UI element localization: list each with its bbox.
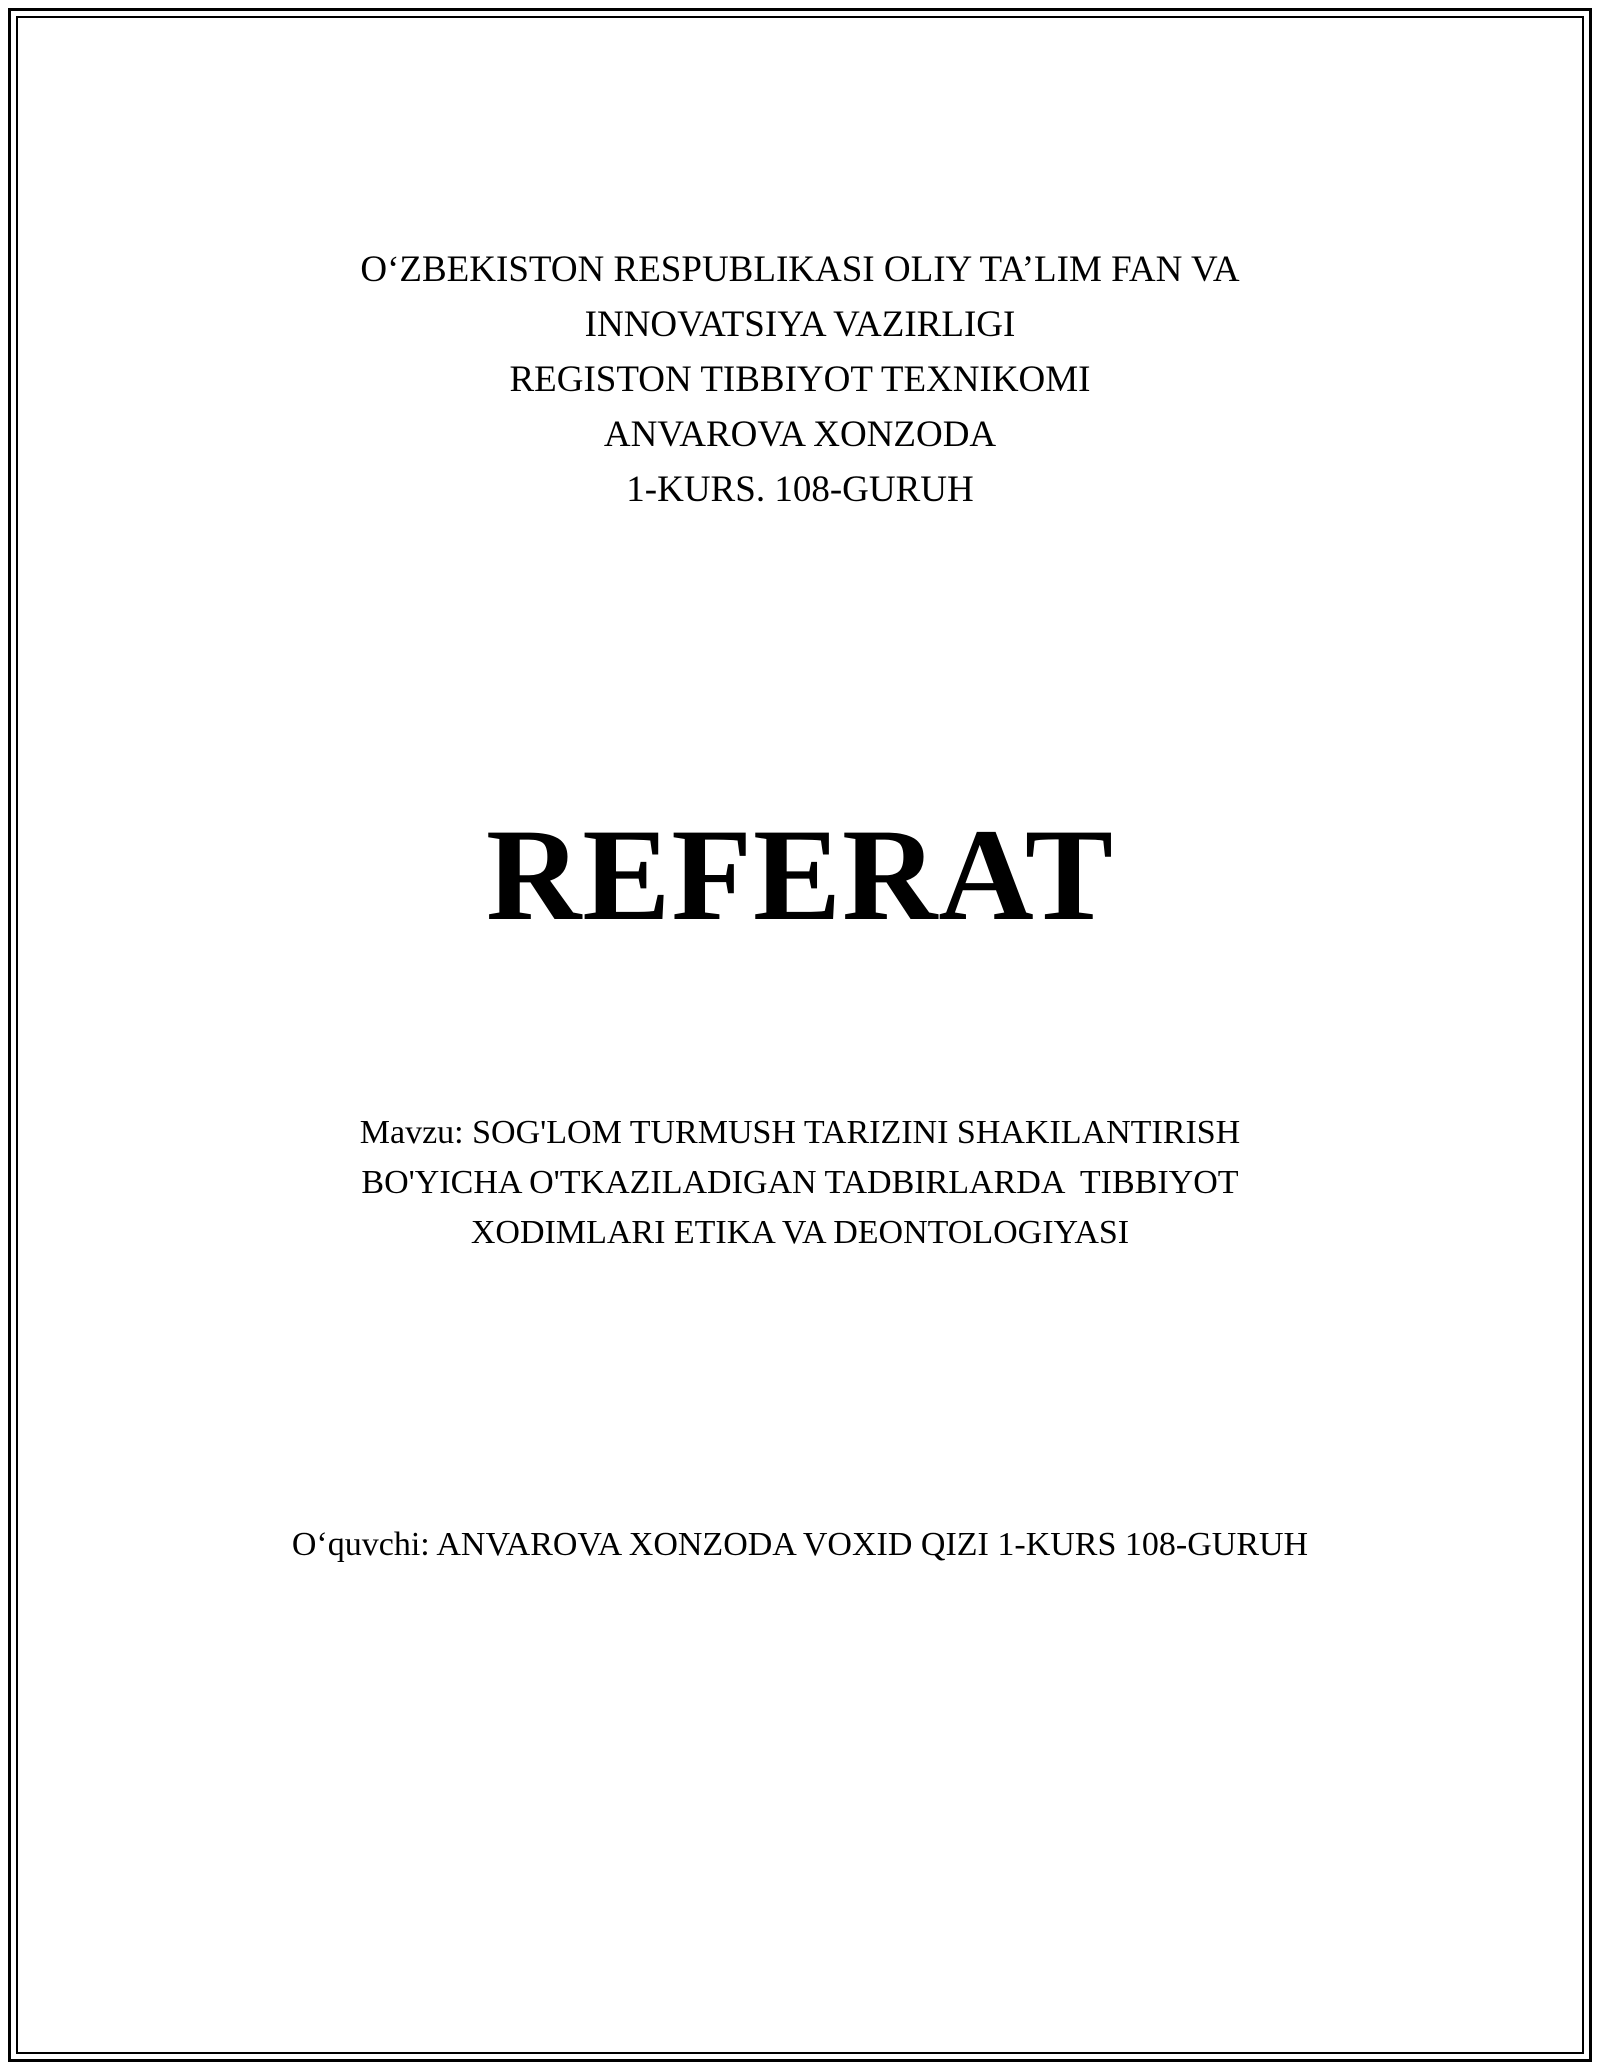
- topic-line-2: BO'YICHA O'TKAZILADIGAN TADBIRLARDA TIBBIYOT: [361, 1164, 1239, 1201]
- header-line-ministry-1: O‘ZBEKISTON RESPUBLIKASI OLIY TA’LIM FAN VA: [360, 249, 1240, 290]
- header-line-ministry-2: INNOVATSIYA VAZIRLIGI: [584, 304, 1016, 345]
- topic-block: [0, 1108, 1600, 1258]
- topic-line-3: XODIMLARI ETIKA VA DEONTOLOGIYASI: [470, 1214, 1130, 1251]
- institution-header: [0, 242, 1600, 517]
- document-title: REFERAT: [486, 801, 1114, 948]
- topic-line-1: Mavzu: SOG'LOM TURMUSH TARIZINI SHAKILANTIRISH: [359, 1114, 1241, 1151]
- header-line-group: 1-KURS. 108-GURUH: [626, 469, 974, 510]
- header-line-author: ANVAROVA XONZODA: [603, 414, 997, 455]
- student-info: O‘quvchi: ANVAROVA XONZODA VOXID QIZI 1-KURS 108-GURUH: [291, 1526, 1309, 1563]
- header-line-college: REGISTON TIBBIYOT TEXNIKOMI: [509, 359, 1091, 400]
